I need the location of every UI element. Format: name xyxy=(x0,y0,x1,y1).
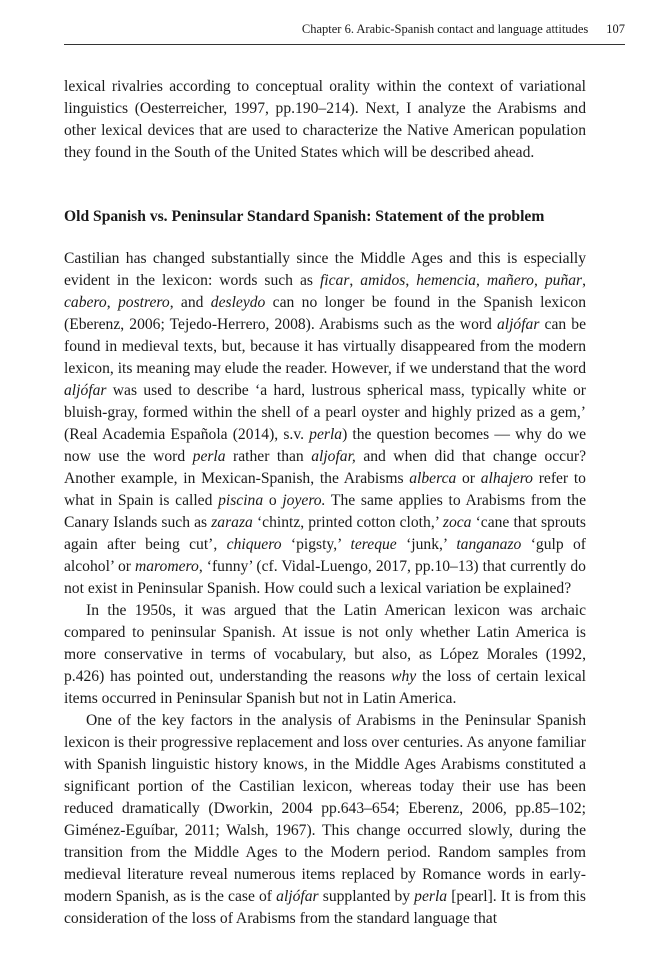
italic-term: aljófar xyxy=(276,888,319,905)
italic-term: perla xyxy=(309,426,343,443)
italic-term: aljófar xyxy=(496,316,540,333)
text-run: the loss of certain lexical items occurred in Peninsular Spanish but not in Latin America. xyxy=(64,668,586,707)
page-number: 107 xyxy=(606,22,625,36)
paragraph-2 xyxy=(64,600,586,710)
text-run: , xyxy=(475,272,487,289)
running-head xyxy=(64,22,625,45)
text-run: , xyxy=(349,272,361,289)
text-run: was used to describe ‘a hard, lustrous spherical mass, typically white or bluish-gray, formed within the shell of a pearl oyster and highly prized as a gem,’ (Real Academia Española (2014), s.v. xyxy=(64,382,586,443)
italic-term: desleydo xyxy=(210,294,266,311)
italic-term: zoca xyxy=(442,514,472,531)
italic-term: perla xyxy=(414,888,448,905)
text-run: , xyxy=(106,294,118,311)
text-run: ‘chintz, printed cotton cloth,’ xyxy=(252,514,443,531)
italic-term: aljofar, xyxy=(311,448,356,465)
text-run: or xyxy=(456,470,481,487)
italic-term: amidos xyxy=(360,272,406,289)
italic-term: mañero xyxy=(486,272,534,289)
body-text xyxy=(64,76,586,930)
italic-term: perla xyxy=(192,448,226,465)
text-run: ‘gulp of alcohol’ or xyxy=(64,536,586,575)
text-run: In the 1950s, it was argued that the Latin American lexicon was archaic compared to peninsular Spanish. At issue is not only whether Latin America is more conservative in terms of vocabulary, but also, as López Morales (1992, p.426) has pointed out, understanding the reasons xyxy=(64,602,586,685)
italic-term: cabero xyxy=(64,294,107,311)
text-run: o xyxy=(263,492,283,509)
italic-term: tereque xyxy=(350,536,397,553)
paragraph-1 xyxy=(64,248,586,600)
text-run: , xyxy=(582,272,587,289)
text-run: and when did that change occur? Another example, in Mexican-Spanish, the Arabisms xyxy=(64,448,586,487)
text-run: , and xyxy=(169,294,211,311)
text-run: supplanted by xyxy=(318,888,415,905)
italic-term: joyero. xyxy=(282,492,326,509)
italic-term: aljófar xyxy=(64,382,107,399)
text-run: The same applies to Arabisms from the Canary Islands such as xyxy=(64,492,586,531)
text-run: , xyxy=(405,272,417,289)
text-run: refer to what in Spain is called xyxy=(64,470,586,509)
text-run: ‘pigsty,’ xyxy=(281,536,351,553)
text-run: One of the key factors in the analysis of Arabisms in the Peninsular Spanish lexicon is their progressive replacement and loss over centuries. As anyone familiar with Spanish linguistic history knows, in the Middle Ages Arabisms constituted a significant portion of the Castilian lexicon, whereas today their use has been reduced dramatically (Dworkin, 2004 pp.643–654; Eberenz, 2006, pp.85–102; Giménez-Eguíbar, 2011; Walsh, 1967). This change occurred slowly, during the transition from the Middle Ages to the Modern period. Random samples from medieval literature reveal numerous items replaced by Romance words in early-modern Spanish, as is the case of xyxy=(64,712,586,905)
text-run: can no longer be found in the Spanish lexicon (Eberenz, 2006; Tejedo-Herrero, 2008). Arabisms such as the word xyxy=(64,294,587,333)
paragraph-continuation xyxy=(64,76,586,164)
text-run: ‘junk,’ xyxy=(396,536,457,553)
italic-term: ficar xyxy=(319,272,350,289)
italic-term: why xyxy=(391,668,417,685)
italic-term: alberca xyxy=(409,470,457,487)
italic-term: hemencia xyxy=(416,272,476,289)
text-run: , xyxy=(533,272,545,289)
text-run: Castilian has changed substantially since the Middle Ages and this is especially evident in the lexicon: words such as xyxy=(64,250,586,289)
running-title: Chapter 6. Arabic-Spanish contact and language attitudes xyxy=(301,22,589,36)
text-run: [pearl]. It is from this consideration of the loss of Arabisms from the standard language that xyxy=(64,888,586,927)
text-run: rather than xyxy=(225,448,312,465)
italic-term: chiquero xyxy=(226,536,282,553)
italic-term: zaraza xyxy=(211,514,253,531)
italic-term: alhajero xyxy=(480,470,533,487)
text-run: , ‘funny’ (cf. Vidal-Luengo, 2017, pp.10–13) that currently do not exist in Peninsular Spanish. How could such a lexical variation be explained? xyxy=(64,558,586,597)
paragraph-3 xyxy=(64,710,586,930)
italic-term: puñar xyxy=(544,272,583,289)
italic-term: tanganazo xyxy=(456,536,522,553)
section-heading: Old Spanish vs. Peninsular Standard Spanish: Statement of the problem xyxy=(64,208,545,225)
text-run: ) the question becomes — why do we now use the word xyxy=(64,426,587,465)
text-run: lexical rivalries according to conceptual orality within the context of variational linguistics (Oesterreicher, 1997, pp.190–214). Next, I analyze the Arabisms and other lexical devices that are used to characterize the Native American population they found in the South of the United States which will be described ahead. xyxy=(64,78,586,161)
italic-term: piscina xyxy=(218,492,264,509)
text-run: can be found in medieval texts, but, because it has virtually disappeared from the modern lexicon, its meaning may elude the reader. However, if we understand that the word xyxy=(64,316,586,377)
text-run: ‘cane that sprouts again after being cut’, xyxy=(64,514,586,553)
italic-term: maromero xyxy=(135,558,199,575)
italic-term: postrero xyxy=(117,294,170,311)
